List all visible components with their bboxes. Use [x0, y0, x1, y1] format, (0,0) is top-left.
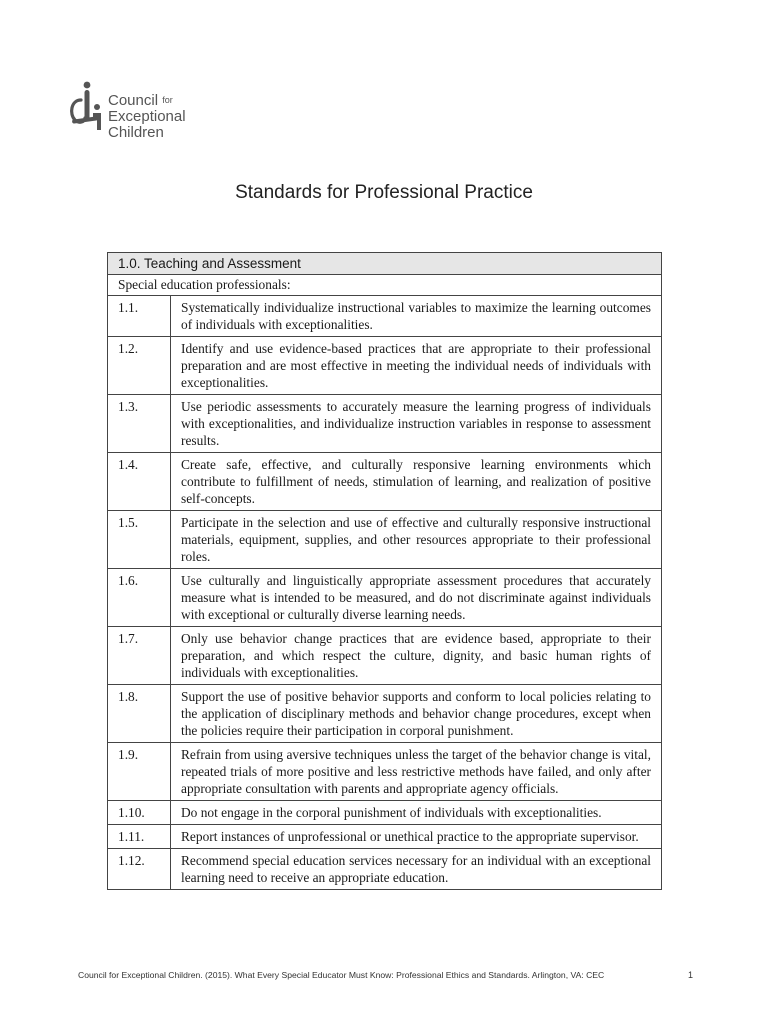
section-heading-row	[108, 253, 662, 275]
section-heading: 1.0. Teaching and Assessment	[108, 253, 662, 275]
section-intro: Special education professionals:	[108, 275, 662, 296]
standard-text: Refrain from using aversive techniques unless the target of the behavior change is vital, repeated trials of more positive and less restrictive methods have failed, and only after appropriate consultation with parents and appropriate agency officials.	[171, 743, 662, 801]
standard-row	[108, 743, 662, 801]
standard-text: Systematically individualize instructional variables to maximize the learning outcomes of individuals with exceptionalities.	[171, 296, 662, 337]
standard-number: 1.8.	[108, 685, 171, 743]
standard-text: Identify and use evidence-based practices that are appropriate to their professional preparation and are most effective in meeting the individual needs of individuals with exceptionalities.	[171, 337, 662, 395]
standard-row	[108, 511, 662, 569]
standards-table	[107, 252, 662, 890]
footer-citation: Council for Exceptional Children. (2015). What Every Special Educator Must Know: Professional Ethics and Standards. Arlington, VA: CEC	[78, 970, 605, 980]
standard-row	[108, 849, 662, 890]
standard-number: 1.7.	[108, 627, 171, 685]
standard-number: 1.4.	[108, 453, 171, 511]
standard-number: 1.12.	[108, 849, 171, 890]
standard-text: Use culturally and linguistically appropriate assessment procedures that accurately measure what is intended to be measured, and do not discriminate against individuals with exceptional or culturally diverse learning needs.	[171, 569, 662, 627]
logo-word-exceptional: Exceptional	[108, 108, 186, 125]
standard-row	[108, 801, 662, 825]
cec-logo-wordmark	[108, 92, 186, 141]
cec-logo	[66, 78, 206, 144]
standard-row	[108, 825, 662, 849]
standard-row	[108, 685, 662, 743]
standard-number: 1.1.	[108, 296, 171, 337]
standard-text: Recommend special education services necessary for an individual with an exceptional learning need to receive an appropriate education.	[171, 849, 662, 890]
standard-number: 1.6.	[108, 569, 171, 627]
logo-word-for: for	[162, 95, 173, 105]
standard-text: Participate in the selection and use of effective and culturally responsive instructional materials, equipment, supplies, and other resources appropriate to their professional roles.	[171, 511, 662, 569]
page-number: 1	[688, 970, 694, 980]
logo-word-children: Children	[108, 124, 164, 141]
standard-text: Only use behavior change practices that are evidence based, appropriate to their preparation, and which respect the culture, dignity, and basic human rights of individuals with exceptionalities.	[171, 627, 662, 685]
standard-number: 1.5.	[108, 511, 171, 569]
standard-number: 1.3.	[108, 395, 171, 453]
standards-body	[108, 275, 662, 890]
document-title: Standards for Professional Practice	[235, 182, 533, 203]
standard-number: 1.9.	[108, 743, 171, 801]
standard-number: 1.11.	[108, 825, 171, 849]
standard-row	[108, 337, 662, 395]
standard-row	[108, 569, 662, 627]
standard-row	[108, 627, 662, 685]
standard-text: Report instances of unprofessional or unethical practice to the appropriate supervisor.	[171, 825, 662, 849]
standard-row	[108, 453, 662, 511]
intro-row	[108, 275, 662, 296]
standard-number: 1.10.	[108, 801, 171, 825]
standard-text: Do not engage in the corporal punishment of individuals with exceptionalities.	[171, 801, 662, 825]
standard-number: 1.2.	[108, 337, 171, 395]
logo-word-council: Council	[108, 92, 159, 109]
standard-row	[108, 395, 662, 453]
standard-text: Use periodic assessments to accurately measure the learning progress of individuals with exceptionalities, and individualize instruction variables in response to assessment results.	[171, 395, 662, 453]
standard-text: Create safe, effective, and culturally responsive learning environments which contribute to fulfillment of needs, stimulation of learning, and realization of positive self-concepts.	[171, 453, 662, 511]
cec-logo-mark-icon	[66, 78, 106, 142]
standard-text: Support the use of positive behavior supports and conform to local policies relating to the application of disciplinary methods and behavior change procedures, except when the policies require their participation in corporal punishment.	[171, 685, 662, 743]
standard-row	[108, 296, 662, 337]
